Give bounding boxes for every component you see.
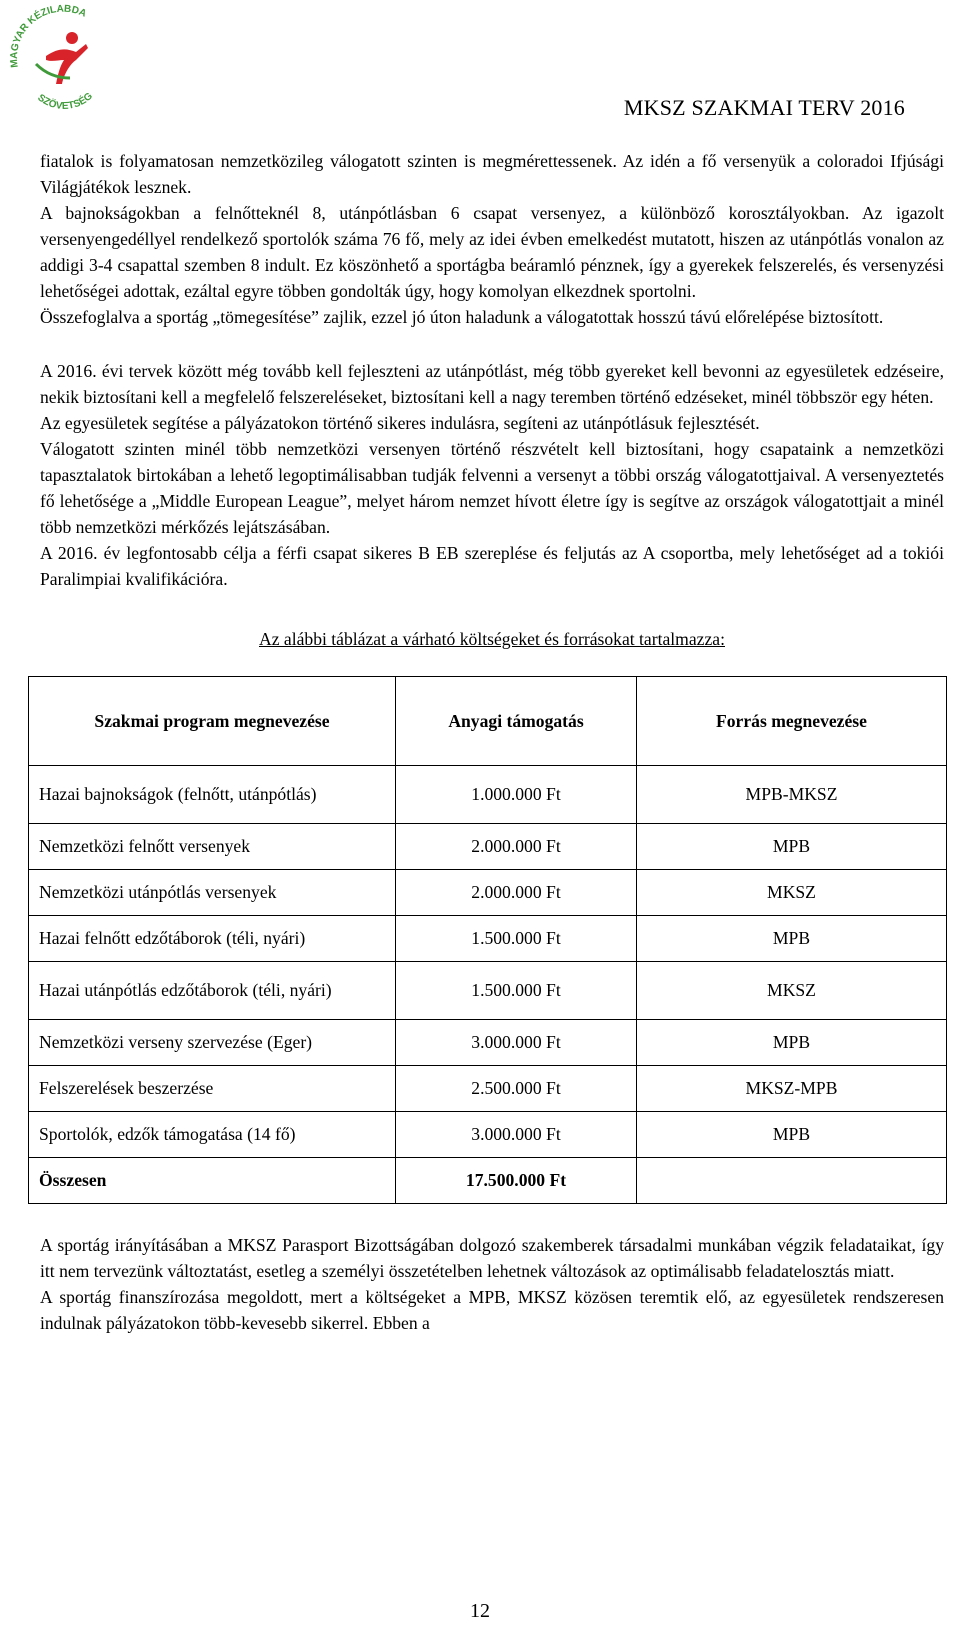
paragraph: fiatalok is folyamatosan nemzetközileg válogatott szinten is megmérettessenek. Az idén a fő versenyük a coloradoi Ifjúsági Világjátékok lesznek. — [40, 151, 944, 197]
amount: 2.500.000 Ft — [396, 1066, 637, 1112]
table-row — [29, 1020, 947, 1066]
table-total-row — [29, 1158, 947, 1204]
column-header-program: Szakmai program megnevezése — [29, 677, 396, 766]
paragraph: Összefoglalva a sportág „tömegesítése” zajlik, ezzel jó úton haladunk a válogatottak hosszú távú előrelépése biztosított. — [40, 307, 884, 327]
program-name: Felszerelések beszerzése — [29, 1066, 396, 1112]
table-row — [29, 916, 947, 962]
table-caption: Az alábbi táblázat a várható költségeket és forrásokat tartalmazza: — [258, 629, 725, 649]
column-header-amount: Anyagi támogatás — [396, 677, 637, 766]
amount: 1.500.000 Ft — [396, 962, 637, 1020]
svg-text:SZÖVETSÉG: SZÖVETSÉG — [35, 90, 95, 113]
document-body — [40, 148, 944, 1336]
table-row — [29, 766, 947, 824]
source: MPB — [637, 824, 947, 870]
source: MKSZ — [637, 962, 947, 1020]
total-amount: 17.500.000 Ft — [396, 1158, 637, 1204]
source: MPB — [637, 916, 947, 962]
program-name: Nemzetközi felnőtt versenyek — [29, 824, 396, 870]
amount: 1.000.000 Ft — [396, 766, 637, 824]
paragraph: A bajnokságokban a felnőtteknél 8, utánpótlásban 6 csapat versenyez, a különböző korosztályokban. Az igazolt versenyengedéllyel rendelkező sportolók száma 76 fő, mely az idei évben emelkedést mutatott, hiszen az utánpótlás vonalon az addigi 3-4 csapattal szemben 8 indult. Ez köszönhető a sportágba beáramló pénznek, így a gyerekek felszerelés, és versenyzési lehetőségei adottak, ezáltal egyre többen gondolták úgy, hogy komolyan elkezdnek sportolni. — [40, 203, 944, 301]
svg-text:MAGYAR KÉZILABDA: MAGYAR KÉZILABDA — [8, 4, 88, 69]
source: MPB-MKSZ — [637, 766, 947, 824]
table-row — [29, 870, 947, 916]
amount: 2.000.000 Ft — [396, 870, 637, 916]
program-name: Nemzetközi utánpótlás versenyek — [29, 870, 396, 916]
total-label: Összesen — [29, 1158, 396, 1204]
amount: 1.500.000 Ft — [396, 916, 637, 962]
table-row — [29, 1112, 947, 1158]
document-header-title: MKSZ SZAKMAI TERV 2016 — [623, 95, 905, 120]
table-header-row — [29, 677, 947, 766]
source: MPB — [637, 1020, 947, 1066]
column-header-source: Forrás megnevezése — [637, 677, 947, 766]
table-row — [29, 962, 947, 1020]
program-name: Hazai utánpótlás edzőtáborok (téli, nyári) — [29, 962, 396, 1020]
amount: 2.000.000 Ft — [396, 824, 637, 870]
amount: 3.000.000 Ft — [396, 1112, 637, 1158]
source: MPB — [637, 1112, 947, 1158]
source: MKSZ — [637, 870, 947, 916]
source: MKSZ-MPB — [637, 1066, 947, 1112]
logo-ball-icon — [66, 32, 78, 44]
paragraph: A sportág finanszírozása megoldott, mert a költségeket a MPB, MKSZ közösen teremtik elő, az egyesületek rendszeresen indulnak pályázatokon több-kevesebb sikerrel. Ebben a — [40, 1287, 944, 1333]
program-name: Nemzetközi verseny szervezése (Eger) — [29, 1020, 396, 1066]
paragraph: A 2016. évi tervek között még tovább kell fejleszteni az utánpótlást, még több gyereket kell bevonni az egyesületek edzéseire, nekik biztosítani kell a megfelelő felszereléseket, biztosítani kell a nagy teremben történő edzéseket, minél többször egy héten. — [40, 361, 944, 407]
paragraph: Válogatott szinten minél több nemzetközi versenyen történő részvételt kell biztosítani, hogy csapataink a nemzetközi tapasztalatok birtokában a lehető legoptimálisabban tudják felvenni a versenyt a többi ország válogatottjaival. A versenyeztetés fő lehetősége a „Middle European League”, melyet három nemzet hívott életre így is segítve az országok válogatottjait a minél több nemzetközi mérkőzés lejátszásában. — [40, 439, 944, 537]
program-name: Hazai bajnokságok (felnőtt, utánpótlás) — [29, 766, 396, 824]
total-source — [637, 1158, 947, 1204]
table-row — [29, 824, 947, 870]
table-row — [29, 1066, 947, 1112]
paragraph: Az egyesületek segítése a pályázatokon történő sikeres indulásra, segíteni az utánpótlásuk fejlesztését. — [40, 413, 760, 433]
page-number: 12 — [470, 1600, 490, 1622]
amount: 3.000.000 Ft — [396, 1020, 637, 1066]
paragraph: A sportág irányításában a MKSZ Parasport Bizottságában dolgozó szakemberek társadalmi munkában végzik feladataikat, így itt nem tervezünk változtatást, esetleg a személyi összetételben lehetnek változások az optimálisabb feladatelosztás miatt. — [40, 1235, 944, 1281]
paragraph: A 2016. év legfontosabb célja a férfi csapat sikeres B EB szereplése és feljutás az A csoportba, mely lehetőséget ad a tokiói Paralimpiai kvalifikációra. — [40, 543, 944, 589]
program-name: Hazai felnőtt edzőtáborok (téli, nyári) — [29, 916, 396, 962]
federation-logo — [6, 4, 122, 120]
cost-table — [28, 676, 947, 1204]
program-name: Sportolók, edzők támogatása (14 fő) — [29, 1112, 396, 1158]
